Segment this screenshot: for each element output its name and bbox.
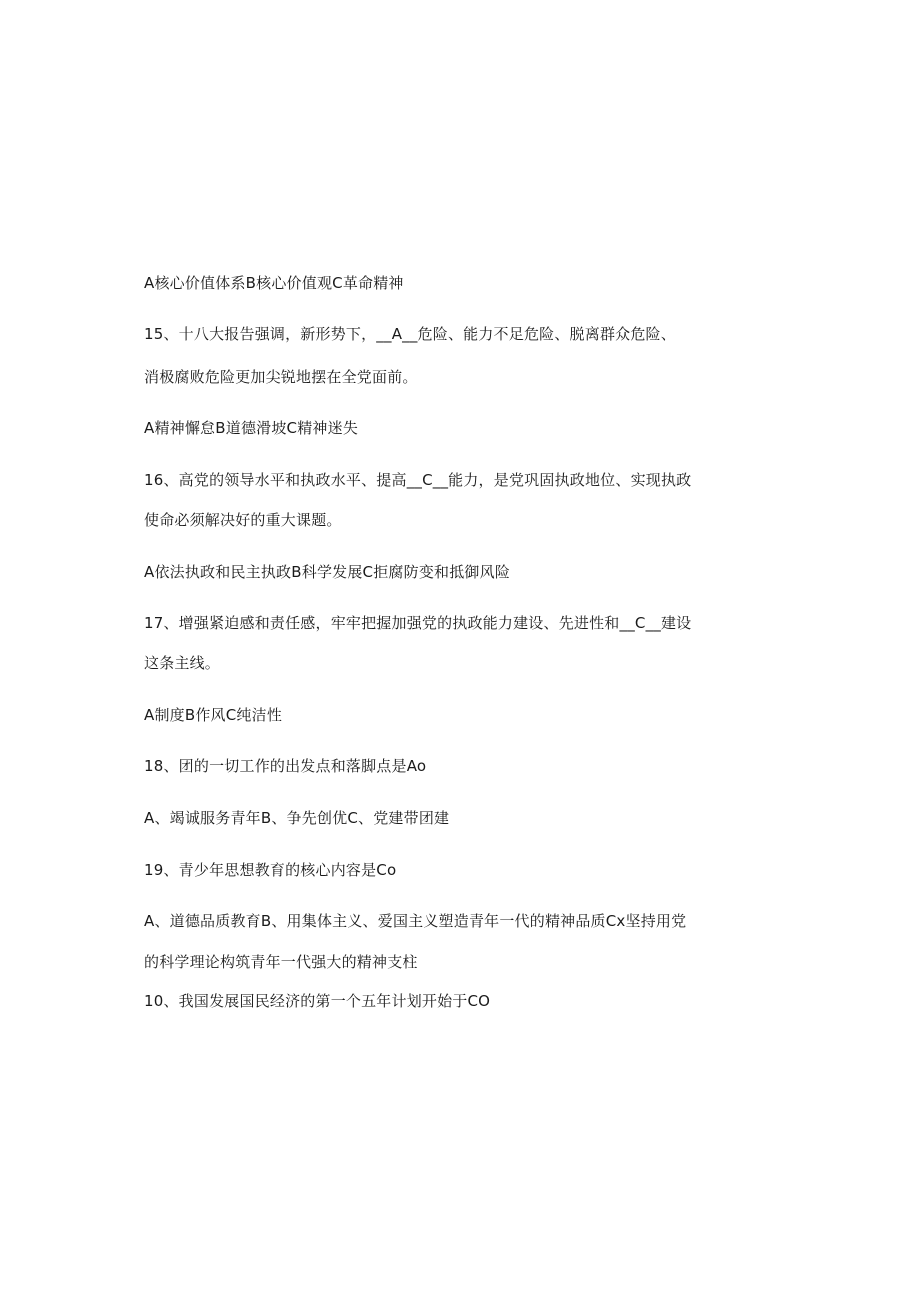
answer-options-line: A核心价值体系B核心价值观C革命精神 (144, 274, 404, 292)
question-10-line: 10、我国发展国民经济的第一个五年计划开始于CO (144, 992, 491, 1010)
answer-options-line-1: A、道德品质教育B、用集体主义、爱国主义塑造青年一代的精神品质Cx坚持用党 (144, 912, 687, 930)
question-15-line-1: 15、十八大报告强调，新形势下，__A__危险、能力不足危险、脱离群众危险、 (144, 325, 676, 343)
question-16-line-2: 使命必须解决好的重大课题。 (144, 511, 342, 529)
answer-options-line: A依法执政和民主执政B科学发展C拒腐防变和抵御风险 (144, 563, 511, 581)
question-18-line: 18、团的一切工作的出发点和落脚点是Ao (144, 757, 427, 775)
question-17-line-2: 这条主线。 (144, 654, 221, 672)
answer-options-line: A制度B作风C纯洁性 (144, 706, 283, 724)
answer-options-line-2: 的科学理论构筑青年一代强大的精神支柱 (144, 953, 418, 971)
answer-options-line: A精神懈怠B道德滑坡C精神迷失 (144, 419, 359, 437)
question-17-line-1: 17、增强紧迫感和责任感，牢牢把握加强党的执政能力建设、先进性和__C__建设 (144, 614, 692, 632)
question-15-line-2: 消极腐败危险更加尖锐地摆在全党面前。 (144, 368, 418, 386)
answer-options-line: A、竭诚服务青年B、争先创优C、党建带团建 (144, 809, 450, 827)
question-16-line-1: 16、高党的领导水平和执政水平、提高__C__能力，是党巩固执政地位、实现执政 (144, 471, 692, 489)
question-19-line: 19、青少年思想教育的核心内容是Co (144, 861, 397, 879)
